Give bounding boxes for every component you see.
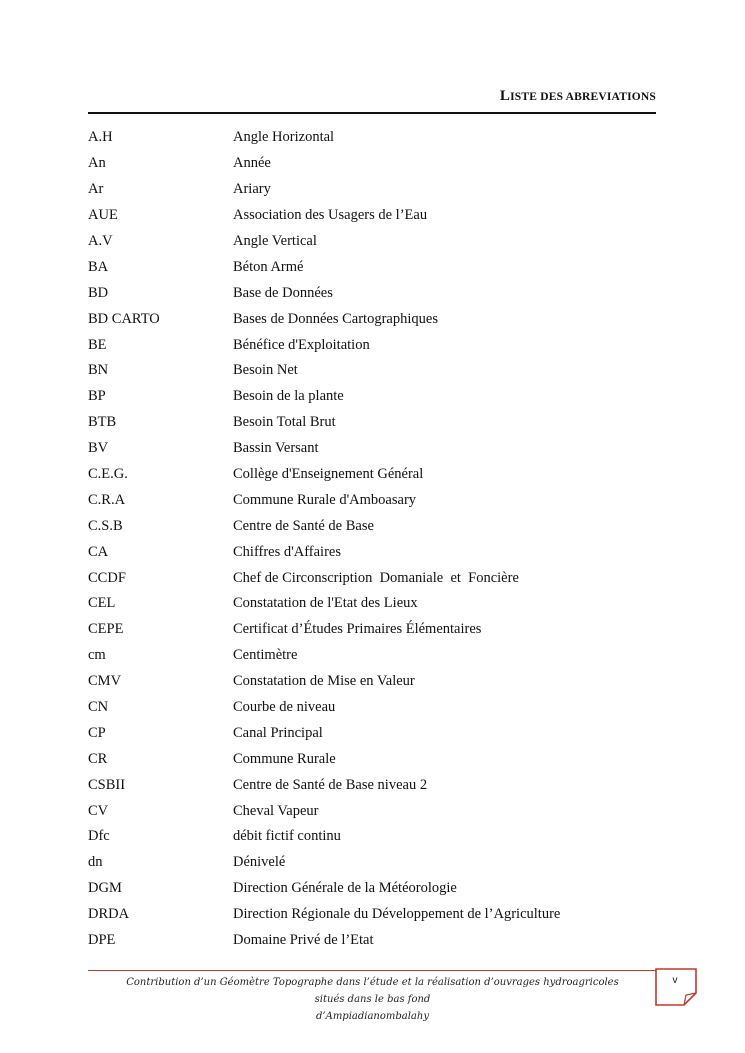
abbreviation-definition: Courbe de niveau bbox=[233, 699, 336, 716]
abbreviation-row bbox=[88, 358, 656, 384]
abbreviation-term: CSBII bbox=[88, 776, 126, 793]
abbreviation-row bbox=[88, 513, 656, 539]
abbreviation-row bbox=[88, 151, 656, 177]
abbreviation-definition: Bassin Versant bbox=[233, 440, 319, 457]
abbreviation-definition: Canal Principal bbox=[233, 724, 323, 741]
abbreviation-definition: Chef de Circonscription Domaniale et Foncière bbox=[233, 569, 519, 586]
abbreviation-term: C.S.B bbox=[88, 517, 123, 534]
abbreviation-row bbox=[88, 695, 656, 721]
abbreviation-term: BP bbox=[88, 388, 106, 405]
abbreviation-row bbox=[88, 254, 656, 280]
abbreviation-definition: Bases de Données Cartographiques bbox=[233, 310, 438, 327]
abbreviation-definition: Direction Générale de la Météorologie bbox=[233, 880, 457, 897]
abbreviation-term: AUE bbox=[88, 207, 118, 224]
abbreviation-term: DPE bbox=[88, 932, 116, 949]
abbreviation-term: CEPE bbox=[88, 621, 124, 638]
page-title bbox=[88, 88, 656, 105]
abbreviation-term: C.E.G. bbox=[88, 466, 128, 483]
abbreviation-definition: Base de Données bbox=[233, 284, 333, 301]
abbreviation-row bbox=[88, 487, 656, 513]
footer-text-line1: Contribution d’un Géomètre Topographe dans l’étude et la réalisation d’ouvrages hydroagricoles situés dans le bas fond bbox=[126, 977, 619, 1005]
abbreviation-term: BD bbox=[88, 284, 109, 301]
abbreviation-row bbox=[88, 229, 656, 255]
abbreviation-definition: Domaine Privé de l’Etat bbox=[233, 932, 374, 949]
footer-rule bbox=[88, 970, 656, 971]
abbreviation-row bbox=[88, 436, 656, 462]
abbreviation-term: A.V bbox=[88, 233, 113, 249]
abbreviation-row bbox=[88, 462, 656, 488]
abbreviation-definition: Besoin Total Brut bbox=[233, 414, 336, 431]
abbreviation-definition: débit fictif continu bbox=[233, 828, 341, 845]
footer-text-line2: d’Ampiadianombalahy bbox=[316, 1011, 429, 1022]
abbreviation-row bbox=[88, 177, 656, 203]
abbreviation-term: CCDF bbox=[88, 569, 126, 586]
abbreviation-term: CEL bbox=[88, 595, 116, 612]
abbreviation-row bbox=[88, 280, 656, 306]
abbreviation-definition: Commune Rurale bbox=[233, 750, 336, 767]
abbreviation-term: CP bbox=[88, 724, 106, 741]
abbreviation-term: CN bbox=[88, 699, 109, 716]
abbreviation-row bbox=[88, 643, 656, 669]
abbreviation-definition: Bénéfice d'Exploitation bbox=[233, 336, 370, 353]
abbreviation-term: C.R.A bbox=[88, 491, 126, 508]
abbreviation-term: BD CARTO bbox=[88, 310, 160, 327]
abbreviation-row bbox=[88, 902, 656, 928]
abbreviation-definition: Angle Vertical bbox=[233, 233, 317, 249]
header-rule bbox=[88, 112, 656, 114]
abbreviation-row bbox=[88, 384, 656, 410]
abbreviation-term: dn bbox=[88, 854, 103, 871]
abbreviation-definition: Ariary bbox=[233, 181, 271, 198]
abbreviation-row bbox=[88, 850, 656, 876]
abbreviation-row bbox=[88, 824, 656, 850]
page-number: v bbox=[672, 975, 678, 986]
abbreviation-term: An bbox=[88, 155, 106, 172]
abbreviation-row bbox=[88, 772, 656, 798]
abbreviation-definition: Constatation de Mise en Valeur bbox=[233, 673, 415, 690]
abbreviation-term: Dfc bbox=[88, 828, 110, 845]
abbreviation-definition: Angle Horizontal bbox=[233, 129, 335, 146]
abbreviation-row bbox=[88, 203, 656, 229]
abbreviation-row bbox=[88, 410, 656, 436]
abbreviation-row bbox=[88, 876, 656, 902]
abbreviation-definition: Commune Rurale d'Amboasary bbox=[233, 491, 417, 508]
abbreviation-definition: Collège d'Enseignement Général bbox=[233, 466, 424, 483]
abbreviation-row bbox=[88, 591, 656, 617]
abbreviation-term: DGM bbox=[88, 880, 122, 897]
abbreviation-row bbox=[88, 720, 656, 746]
abbreviation-row bbox=[88, 332, 656, 358]
abbreviation-definition: Certificat d’Études Primaires Élémentaires bbox=[233, 621, 482, 638]
abbreviation-term: CMV bbox=[88, 673, 122, 690]
abbreviation-row bbox=[88, 746, 656, 772]
abbreviation-definition: Besoin Net bbox=[233, 362, 298, 379]
abbreviation-row bbox=[88, 928, 656, 954]
abbreviation-term: BA bbox=[88, 258, 109, 275]
abbreviation-list bbox=[88, 125, 656, 954]
abbreviation-term: DRDA bbox=[88, 906, 130, 923]
abbreviation-row bbox=[88, 125, 656, 151]
page-number-frame bbox=[655, 968, 697, 1006]
abbreviation-definition: Centre de Santé de Base bbox=[233, 517, 374, 534]
abbreviation-term: Ar bbox=[88, 181, 104, 198]
abbreviation-term: A.H bbox=[88, 129, 113, 146]
abbreviation-definition: Besoin de la plante bbox=[233, 388, 344, 405]
abbreviation-term: CV bbox=[88, 802, 109, 819]
abbreviation-definition: Direction Régionale du Développement de l’Agriculture bbox=[233, 906, 561, 923]
page-title-initial: L bbox=[499, 88, 511, 104]
abbreviation-row bbox=[88, 565, 656, 591]
abbreviation-row bbox=[88, 539, 656, 565]
abbreviation-definition: Association des Usagers de l’Eau bbox=[233, 207, 428, 224]
abbreviation-term: BV bbox=[88, 440, 109, 457]
page-title-rest: ISTE DES ABREVIATIONS bbox=[510, 91, 656, 103]
abbreviation-term: CR bbox=[88, 750, 108, 767]
abbreviation-definition: Année bbox=[233, 155, 271, 172]
footer-text bbox=[110, 974, 635, 1025]
page-number-box bbox=[655, 968, 695, 1004]
abbreviation-term: CA bbox=[88, 543, 109, 560]
abbreviation-row bbox=[88, 798, 656, 824]
abbreviation-term: BE bbox=[88, 336, 107, 353]
abbreviation-row bbox=[88, 669, 656, 695]
abbreviation-definition: Centimètre bbox=[233, 647, 298, 664]
abbreviation-term: cm bbox=[88, 647, 106, 664]
abbreviation-definition: Chiffres d'Affaires bbox=[233, 543, 341, 560]
abbreviation-definition: Cheval Vapeur bbox=[233, 802, 319, 819]
abbreviation-term: BN bbox=[88, 362, 109, 379]
abbreviation-row bbox=[88, 306, 656, 332]
abbreviation-definition: Dénivelé bbox=[233, 854, 286, 871]
abbreviation-definition: Centre de Santé de Base niveau 2 bbox=[233, 776, 428, 793]
abbreviation-term: BTB bbox=[88, 414, 117, 431]
abbreviation-row bbox=[88, 617, 656, 643]
abbreviation-definition: Béton Armé bbox=[233, 258, 304, 275]
abbreviation-definition: Constatation de l'Etat des Lieux bbox=[233, 595, 418, 612]
